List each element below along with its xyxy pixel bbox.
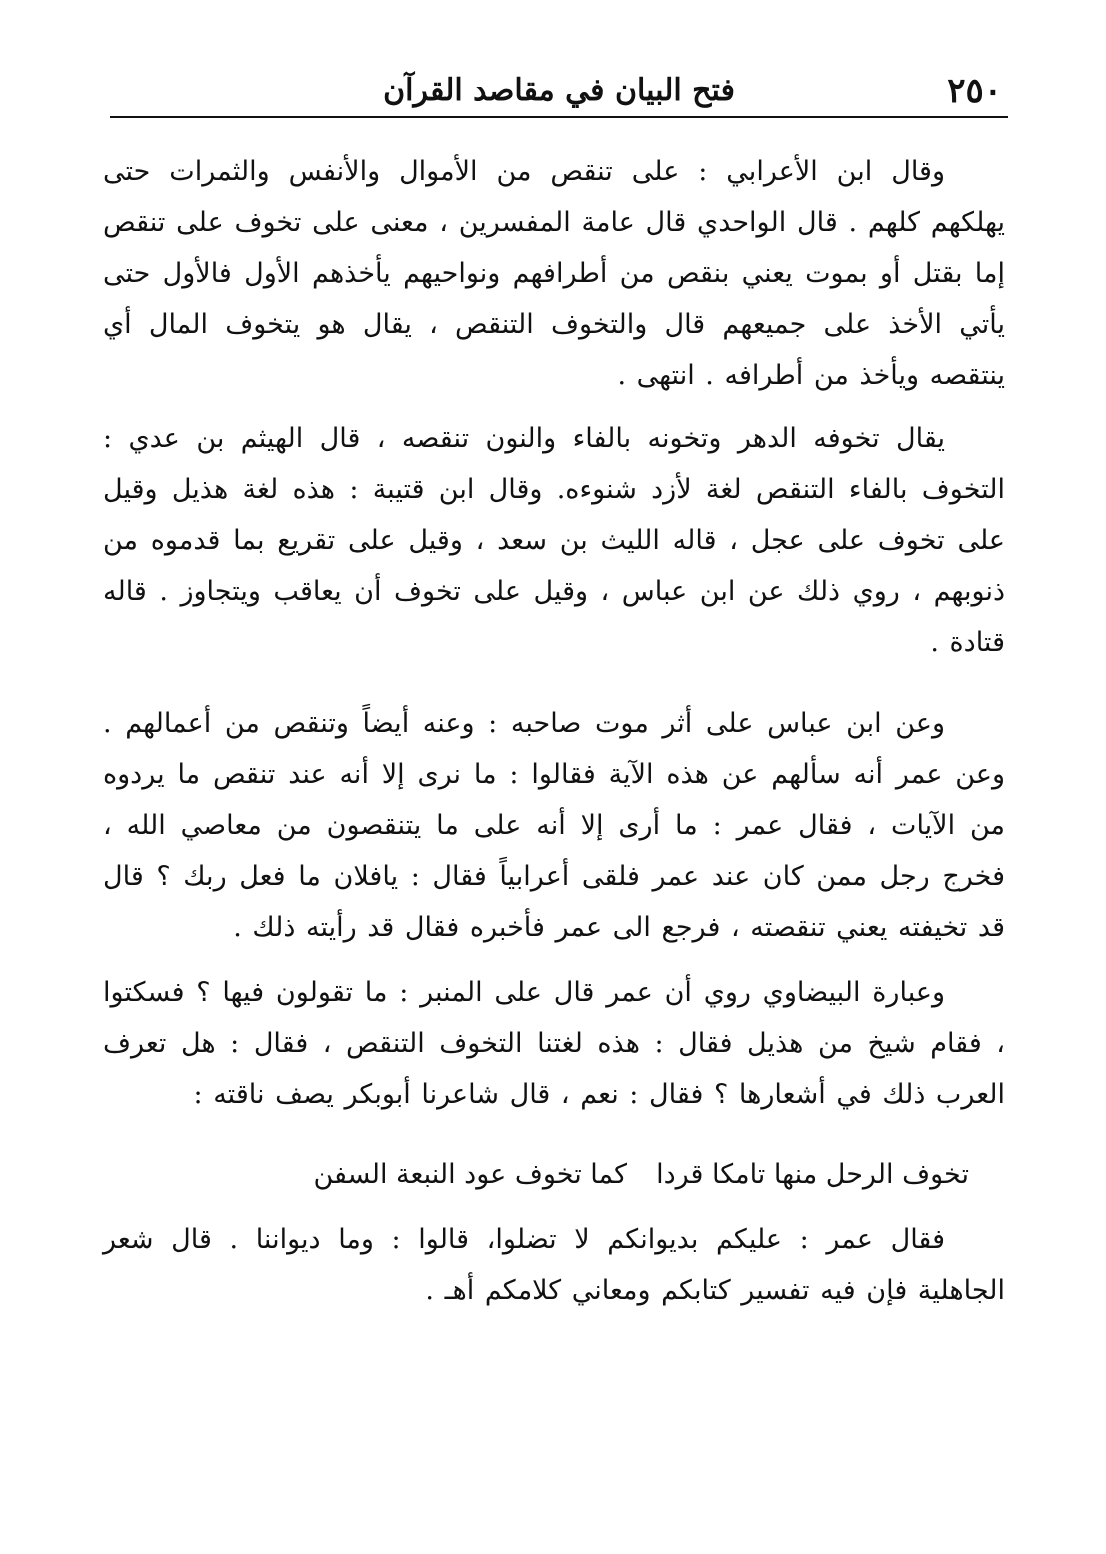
page-body [103, 146, 1005, 1316]
poetry-verse [103, 1146, 1005, 1204]
page-header [110, 66, 1008, 114]
paragraph-5: فقال عمر : عليكم بديوانكم لا تضلوا، قالوا : وما ديواننا . قال شعر الجاهلية فإن فيه تفسير كتابكم ومعاني كلامكم أهـ . [103, 1224, 1005, 1306]
verse-second-hemistich: كما تخوف عود النبعة السفن [313, 1159, 627, 1190]
verse-first-hemistich: تخوف الرحل منها تامكا قردا [656, 1159, 969, 1190]
paragraph-3: وعن ابن عباس على أثر موت صاحبه : وعنه أيضاً وتنقص من أعمالهم . وعن عمر أنه سألهم عن هذه الآية فقالوا : ما نرى إلا أنه عند تنقص ما يردوه من الآيات ، فقال عمر : ما أرى إلا أنه على ما يتنقصون من معاصي الله ، فخرج رجل ممن كان عند عمر فلقى أعرابياً فقال : يافلان ما فعل ربك ؟ قال قد تخيفته يعني تنقصته ، فرجع الى عمر فأخبره فقال قد رأيته ذلك . [103, 708, 1005, 943]
paragraph-4: وعبارة البيضاوي روي أن عمر قال على المنبر : ما تقولون فيها ؟ فسكتوا ، فقام شيخ من هذيل فقال : هذه لغتنا التخوف التنقص ، فقال : هل تعرف العرب ذلك في أشعارها ؟ فقال : نعم ، قال شاعرنا أبوبكر يصف ناقته : [103, 977, 1005, 1110]
paragraph-1: وقال ابن الأعرابي : على تنقص من الأموال والأنفس والثمرات حتى يهلكهم كلهم . قال الواحدي قال عامة المفسرين ، معنى على تخوف على تنقص إما بقتل أو بموت يعني بنقص من أطرافهم ونواحيهم يأخذهم الأول فالأول حتى يأتي الأخذ على جميعهم قال والتخوف التنقص ، يقال هو يتخوف المال أي ينتقصه ويأخذ من أطرافه . انتهى . [103, 156, 1005, 391]
header-rule [110, 116, 1008, 118]
paragraph-2: يقال تخوفه الدهر وتخونه بالفاء والنون تنقصه ، قال الهيثم بن عدي : التخوف بالفاء التنقص لغة لأزد شنوءه. وقال ابن قتيبة : هذه لغة هذيل وقيل على تخوف على عجل ، قاله الليث بن سعد ، وقيل على تقريع بما قدموه من ذنوبهم ، روي ذلك عن ابن عباس ، وقيل على تخوف أن يعاقب ويتجاوز . قاله قتادة . [103, 423, 1005, 658]
page-number: ٢٥٠ [947, 71, 1002, 111]
running-title: فتح البيان في مقاصد القرآن [383, 73, 735, 108]
